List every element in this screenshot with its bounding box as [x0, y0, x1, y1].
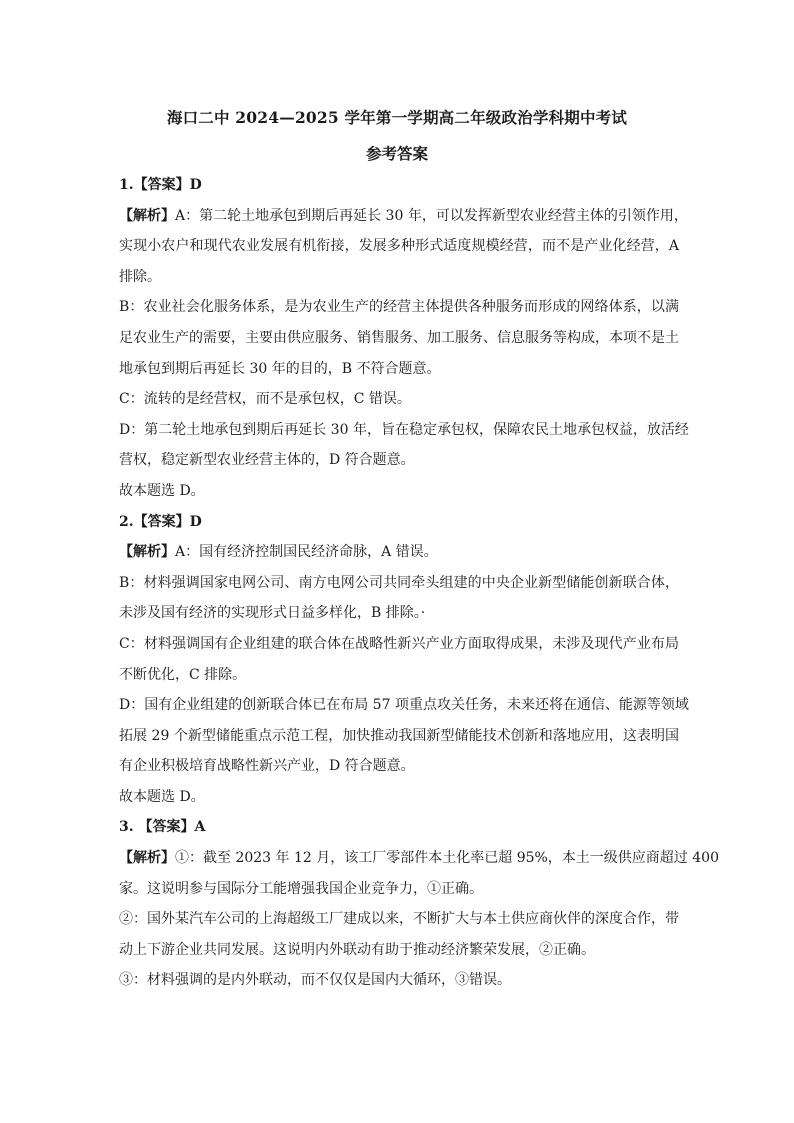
q2-line-8: 有企业积极培育战略性新兴产业，D 符合题意。 — [119, 758, 415, 775]
q1-analysis-line — [119, 201, 688, 232]
q3-line-2: 家。这说明参与国际分工能增强我国企业竞争力，①正确。 — [119, 880, 483, 897]
q1-answer-heading: 1.【答案】D — [119, 177, 202, 193]
q2-line-7: 拓展 29 个新型储能重点示范工程，加快推动我国新型储能技术创新和落地应用，这表明国 — [119, 727, 679, 744]
q1-line-7: C：流转的是经营权，而不是承包权，C 错误。 — [119, 391, 411, 408]
q3-analysis-label: 【解析】 — [119, 850, 175, 867]
q3-line-4: 动上下游企业共同发展。这说明内外联动有助于推动经济繁荣发展，②正确。 — [119, 941, 595, 958]
q3-analysis-line — [119, 843, 719, 874]
q3-line-5: ③：材料强调的是内外联动，而不仅仅是国内大循环，③错误。 — [119, 972, 511, 989]
q2-conclusion: 故本题选 D。 — [119, 788, 205, 805]
q2-line-1: A：国有经济控制国民经济命脉，A 错误。 — [175, 544, 438, 561]
document-subtitle: 参考答案 — [365, 144, 428, 163]
q3-line-3: ②：国外某汽车公司的上海超级工厂建成以来，不断扩大与本土供应商伙伴的深度合作，带 — [119, 911, 679, 928]
q3-line-1: ①：截至 2023 年 12 月，该工厂零部件本土化率已超 95%，本土一级供应商超过 400 — [175, 850, 719, 867]
q1-line-5: 足农业生产的需要，主要由供应服务、销售服务、加工服务、信息服务等构成，本项不是土 — [119, 329, 679, 346]
q2-line-5: 不断优化，C 排除。 — [119, 666, 247, 683]
q1-line-1: A：第二轮土地承包到期后再延长 30 年，可以发挥新型农业经营主体的引领作用， — [175, 207, 688, 224]
q2-line-6: D：国有企业组建的创新联合体已在布局 57 项重点攻关任务，未来还将在通信、能源等领域 — [119, 697, 689, 714]
q1-line-3: 排除。 — [119, 268, 161, 285]
q2-line-3: 未涉及国有经济的实现形式日益多样化，B 排除。· — [119, 605, 426, 622]
q1-analysis-label: 【解析】 — [119, 207, 175, 224]
q1-conclusion: 故本题选 D。 — [119, 482, 205, 499]
q2-answer-heading: 2.【答案】D — [119, 513, 202, 530]
q1-line-6: 地承包到期后再延长 30 年的目的，B 不符合题意。 — [119, 360, 441, 377]
q2-analysis-line — [119, 537, 679, 568]
q1-line-8: D：第二轮土地承包到期后再延长 30 年，旨在稳定承包权，保障农民土地承包权益，放活经 — [119, 421, 689, 438]
answer-body — [119, 170, 719, 996]
q1-line-9: 营权，稳定新型农业经营主体的，D 符合题意。 — [119, 452, 415, 469]
q3-answer-heading: 3. 【答案】A — [119, 819, 206, 836]
q2-line-2: B：材料强调国家电网公司、南方电网公司共同牵头组建的中央企业新型储能创新联合体， — [119, 574, 679, 591]
q1-line-4: B：农业社会化服务体系，是为农业生产的经营主体提供各种服务而形成的网络体系，以满 — [119, 299, 679, 316]
document-title: 海口二中 2024—2025 学年第一学期高二年级政治学科期中考试 — [166, 108, 628, 127]
q2-line-4: C：材料强调国有企业组建的联合体在战略性新兴产业方面取得成果，未涉及现代产业布局 — [119, 635, 679, 652]
q1-line-2: 实现小农户和现代农业发展有机衔接，发展多种形式适度规模经营，而不是产业化经营，A — [119, 238, 679, 255]
q2-analysis-label: 【解析】 — [119, 544, 175, 561]
